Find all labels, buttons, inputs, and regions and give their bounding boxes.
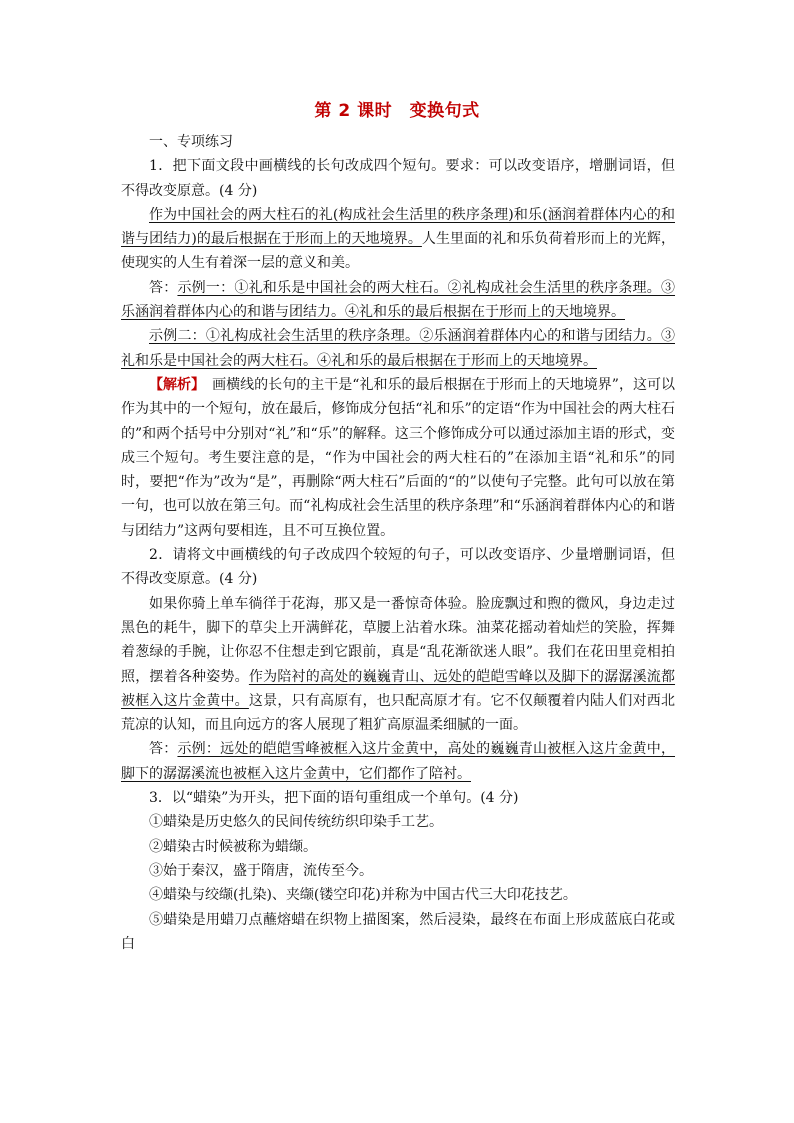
q1-analysis-text: 画横线的长句的主干是“礼和乐的最后根据在于形而上的天地境界”，这可以作为其中的一个短句，放在最后，修饰成分包括“礼和乐”的定语“作为中国社会的两大柱石的”和两个括号中分别对“礼”和“乐”的解释。这三个修饰成分可以通过添加主语的形式，变成三个短句。考生要注意的是，“作为中国社会的两大柱石的”在添加主语“礼和乐”的同时，要把“作为”改为“是”，再删除“两大柱石”后面的“的”以使句子完整。此句可以放在第一句，也可以放在第三句。而“礼构成社会生活里的秩序条理”和“乐涵润着群体内心的和谐与团结力”这两句要相连，且不可互换位置。 (121, 376, 676, 539)
q2-answer-text: 示例：远处的皑皑雪峰被框入这片金黄中，高处的巍巍青山被框入这片金黄中，脚下的潺潺溪流也被框入这片金黄中，它们都作了陪衬。 (121, 741, 676, 782)
q3-item-1: ①蜡染是历史悠久的民间传统纺织印染手工艺。 (149, 814, 443, 831)
q1-passage-rest: 人生里面的礼和乐负荷着形而上的光辉，使现实的人生有着深一层的意义和美。 (121, 231, 675, 272)
document-body (121, 130, 675, 956)
q1-answer-1 (121, 276, 675, 325)
q1-stem: 1．把下面文段中画横线的长句改成四个短句。要求：可以改变语序，增删词语，但不得改变原意。(4 分) (121, 158, 675, 199)
q1-answer-2 (121, 324, 675, 373)
q2-passage-underlined: 作为陪衬的高处的巍巍青山、远处的皑皑雪峰以及脚下的潺潺溪流都被框入这片金黄中。 (121, 668, 676, 709)
section-heading: 一、专项练习 (149, 134, 233, 150)
q2-passage-before: 如果你骑上单车徜徉于花海，那又是一番惊奇体验。脸庞飘过和煦的微风，身边走过黑色的耗牛，脚下的草尖上开满鲜花，草腰上沾着水珠。油菜花摇动着灿烂的笑脸，挥舞着葱绿的手腕，让你忍不住想走到它跟前，真是“乱花渐欲迷人眼”。我们在花田里竞相拍照，摆着各种姿势。 (121, 595, 675, 685)
q1-answer-prefix: 答： (149, 279, 178, 296)
q3-stem: 3．以“蜡染”为开头，把下面的语句重组成一个单句。(4 分) (149, 790, 519, 807)
q3-item-2: ②蜡染古时候被称为蜡缬。 (149, 838, 317, 855)
q3-item-5: ⑤蜡染是用蜡刀点蘸熔蜡在织物上描图案，然后浸染，最终在布面上形成蓝底白花或白 (121, 911, 675, 952)
q3-item-3: ③始于秦汉，盛于隋唐，流传至今。 (149, 862, 373, 879)
q2-stem: 2．请将文中画横线的句子改成四个较短的句子，可以改变语序、少量增删词语，但不得改变原意。(4 分) (121, 547, 675, 588)
q2-passage-after: 这景，只有高原有，也只配高原才有。它不仅颠覆着内陆人们对西北荒凉的认知，而且向远方的客人展现了粗犷高原温柔细腻的一面。 (121, 692, 676, 734)
q1-passage (121, 203, 675, 276)
page-title: 第 2 课时 变换句式 (314, 101, 480, 121)
q1-answer-1-text: 示例一：①礼和乐是中国社会的两大柱石。②礼构成社会生活里的秩序条理。③乐涵润着群体内心的和谐与团结力。④礼和乐的最后根据在于形而上的天地境界。 (121, 279, 676, 321)
q1-analysis (121, 373, 675, 543)
analysis-tag: 【解析】 (149, 376, 199, 393)
q3-item-4: ④蜡染与绞缬(扎染)、夹缬(镂空印花)并称为中国古代三大印花技艺。 (149, 887, 577, 904)
q2-answer-prefix: 答： (149, 741, 178, 758)
q2-passage (121, 592, 675, 738)
q2-answer (121, 737, 675, 786)
q1-passage-underlined: 作为中国社会的两大柱石的礼(构成社会生活里的秩序条理)和乐(涵润着群体内心的和谐与团结力)的最后根据在于形而上的天地境界。 (121, 206, 675, 248)
q1-answer-2-text: 示例二：①礼构成社会生活里的秩序条理。②乐涵润着群体内心的和谐与团结力。③礼和乐是中国社会的两大柱石。④礼和乐的最后根据在于形而上的天地境界。 (121, 328, 675, 369)
